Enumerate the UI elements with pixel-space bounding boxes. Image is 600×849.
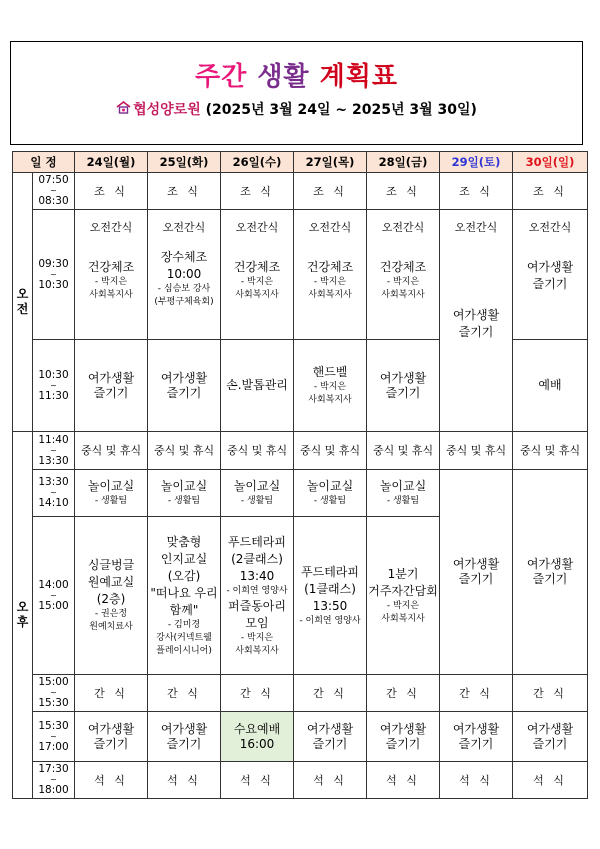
cell-lunch: 중식 및 휴식 <box>513 432 588 470</box>
cell-sun-morning: 오전간식 여가생활 즐기기 <box>513 210 588 340</box>
cell-wed-food-therapy: 푸드테라피 (2클래스) 13:40 - 이희연 영양사 퍼즐동아리 모임 - 박지은 사회복지사 <box>221 517 294 675</box>
row-late-afternoon <box>13 712 588 762</box>
cell-leisure: 여가생활 즐기기 <box>148 340 221 432</box>
cell-lunch: 중식 및 휴식 <box>294 432 367 470</box>
cell-thu-handbell: 핸드벨 - 박지은 사회복지사 <box>294 340 367 432</box>
cell-breakfast: 조 식 <box>440 173 513 210</box>
time-slot-6: 14:00 ~ 15:00 <box>33 517 75 675</box>
cell-mon-gardening: 싱글벙글 원예교실 (2층) - 권은정 원예치료사 <box>75 517 148 675</box>
house-icon <box>116 100 131 120</box>
cell-dinner: 석 식 <box>294 762 367 799</box>
cell-leisure: 여가생활 즐기기 <box>367 712 440 762</box>
day-header-thu: 27일(목) <box>294 152 367 173</box>
title-word-1: 주간 <box>195 62 248 92</box>
day-header-mon: 24일(월) <box>75 152 148 173</box>
cell-tue-exercise: 오전간식 장수체조 10:00 - 심승보 강사 (부평구체육회) <box>148 210 221 340</box>
cell-breakfast: 조 식 <box>221 173 294 210</box>
day-header-fri: 28일(금) <box>367 152 440 173</box>
cell-dinner: 석 식 <box>75 762 148 799</box>
day-header-sun: 30일(일) <box>513 152 588 173</box>
cell-mon-exercise: 오전간식 건강체조 - 박지은 사회복지사 <box>75 210 148 340</box>
cell-breakfast: 조 식 <box>513 173 588 210</box>
cell-wed-exercise: 오전간식 건강체조 - 박지은 사회복지사 <box>221 210 294 340</box>
cell-fri-exercise: 오전간식 건강체조 - 박지은 사회복지사 <box>367 210 440 340</box>
row-play <box>13 470 588 517</box>
row-afternoon-snack <box>13 675 588 712</box>
cell-snack: 간 식 <box>221 675 294 712</box>
cell-snack: 간 식 <box>440 675 513 712</box>
cell-sat-leisure: 여가생활 즐기기 <box>440 470 513 675</box>
header-row <box>13 152 588 173</box>
cell-sun-worship: 예배 <box>513 340 588 432</box>
row-dinner <box>13 762 588 799</box>
cell-snack: 간 식 <box>367 675 440 712</box>
cell-snack: 간 식 <box>294 675 367 712</box>
cell-wed-nailcare: 손.발톱관리 <box>221 340 294 432</box>
title-box <box>10 41 583 145</box>
period-am-char1: 오 <box>16 287 29 301</box>
cell-lunch: 중식 및 휴식 <box>367 432 440 470</box>
title-word-2: 생활 <box>257 62 310 92</box>
cell-lunch: 중식 및 휴식 <box>148 432 221 470</box>
period-pm <box>13 432 33 799</box>
period-am <box>13 173 33 432</box>
cell-play: 놀이교실 - 생활팀 <box>294 470 367 517</box>
cell-dinner: 석 식 <box>367 762 440 799</box>
schedule-table <box>12 151 588 799</box>
cell-snack: 간 식 <box>75 675 148 712</box>
org-name: 협성양로원 <box>133 102 201 118</box>
cell-leisure: 여가생활 즐기기 <box>367 340 440 432</box>
cell-leisure: 여가생활 즐기기 <box>75 340 148 432</box>
cell-breakfast: 조 식 <box>75 173 148 210</box>
cell-leisure: 여가생활 즐기기 <box>294 712 367 762</box>
day-header-tue: 25일(화) <box>148 152 221 173</box>
cell-thu-food-therapy: 푸드테라피 (1클래스) 13:50 - 이희연 영양사 <box>294 517 367 675</box>
time-slot-9: 17:30 ~ 18:00 <box>33 762 75 799</box>
cell-dinner: 석 식 <box>221 762 294 799</box>
cell-tue-cognitive: 맞춤형 인지교실 (오감) "떠나요 우리 함께" - 김미경 강사(커넥트웰 플레이시니어) <box>148 517 221 675</box>
day-header-sat: 29일(토) <box>440 152 513 173</box>
header-label: 일 정 <box>13 152 75 173</box>
cell-sat-morning: 오전간식 여가생활 즐기기 <box>440 210 513 432</box>
cell-thu-exercise: 오전간식 건강체조 - 박지은 사회복지사 <box>294 210 367 340</box>
cell-dinner: 석 식 <box>440 762 513 799</box>
cell-sun-leisure: 여가생활 즐기기 <box>513 470 588 675</box>
cell-lunch: 중식 및 휴식 <box>75 432 148 470</box>
cell-dinner: 석 식 <box>148 762 221 799</box>
period-am-char2: 전 <box>16 302 29 316</box>
row-morning-program <box>13 210 588 340</box>
cell-play: 놀이교실 - 생활팀 <box>75 470 148 517</box>
period-pm-char2: 후 <box>16 615 29 629</box>
cell-leisure: 여가생활 즐기기 <box>75 712 148 762</box>
subtitle <box>11 100 582 120</box>
cell-snack: 간 식 <box>513 675 588 712</box>
cell-wed-worship: 수요예배 16:00 <box>221 712 294 762</box>
cell-breakfast: 조 식 <box>148 173 221 210</box>
cell-leisure: 여가생활 즐기기 <box>440 712 513 762</box>
time-slot-5: 13:30 ~ 14:10 <box>33 470 75 517</box>
page-title <box>11 60 582 94</box>
time-slot-8: 15:30 ~ 17:00 <box>33 712 75 762</box>
cell-leisure: 여가생활 즐기기 <box>513 712 588 762</box>
row-breakfast <box>13 173 588 210</box>
cell-play: 놀이교실 - 생활팀 <box>221 470 294 517</box>
cell-play: 놀이교실 - 생활팀 <box>367 470 440 517</box>
cell-lunch: 중식 및 휴식 <box>221 432 294 470</box>
cell-fri-meeting: 1분기 거주자간담회 - 박지은 사회복지사 <box>367 517 440 675</box>
period-pm-char1: 오 <box>16 600 29 614</box>
time-slot-1: 07:50 ~ 08:30 <box>33 173 75 210</box>
day-header-wed: 26일(수) <box>221 152 294 173</box>
time-slot-2: 09:30 ~ 10:30 <box>33 210 75 340</box>
cell-leisure: 여가생활 즐기기 <box>148 712 221 762</box>
time-slot-3: 10:30 ~ 11:30 <box>33 340 75 432</box>
time-slot-7: 15:00 ~ 15:30 <box>33 675 75 712</box>
title-word-3: 계획표 <box>319 62 398 92</box>
cell-play: 놀이교실 - 생활팀 <box>148 470 221 517</box>
time-slot-4: 11:40 ~ 13:30 <box>33 432 75 470</box>
cell-snack: 간 식 <box>148 675 221 712</box>
cell-dinner: 석 식 <box>513 762 588 799</box>
date-range: (2025년 3월 24일 ~ 2025년 3월 30일) <box>205 102 477 118</box>
cell-breakfast: 조 식 <box>367 173 440 210</box>
cell-breakfast: 조 식 <box>294 173 367 210</box>
row-lunch <box>13 432 588 470</box>
cell-lunch: 중식 및 휴식 <box>440 432 513 470</box>
